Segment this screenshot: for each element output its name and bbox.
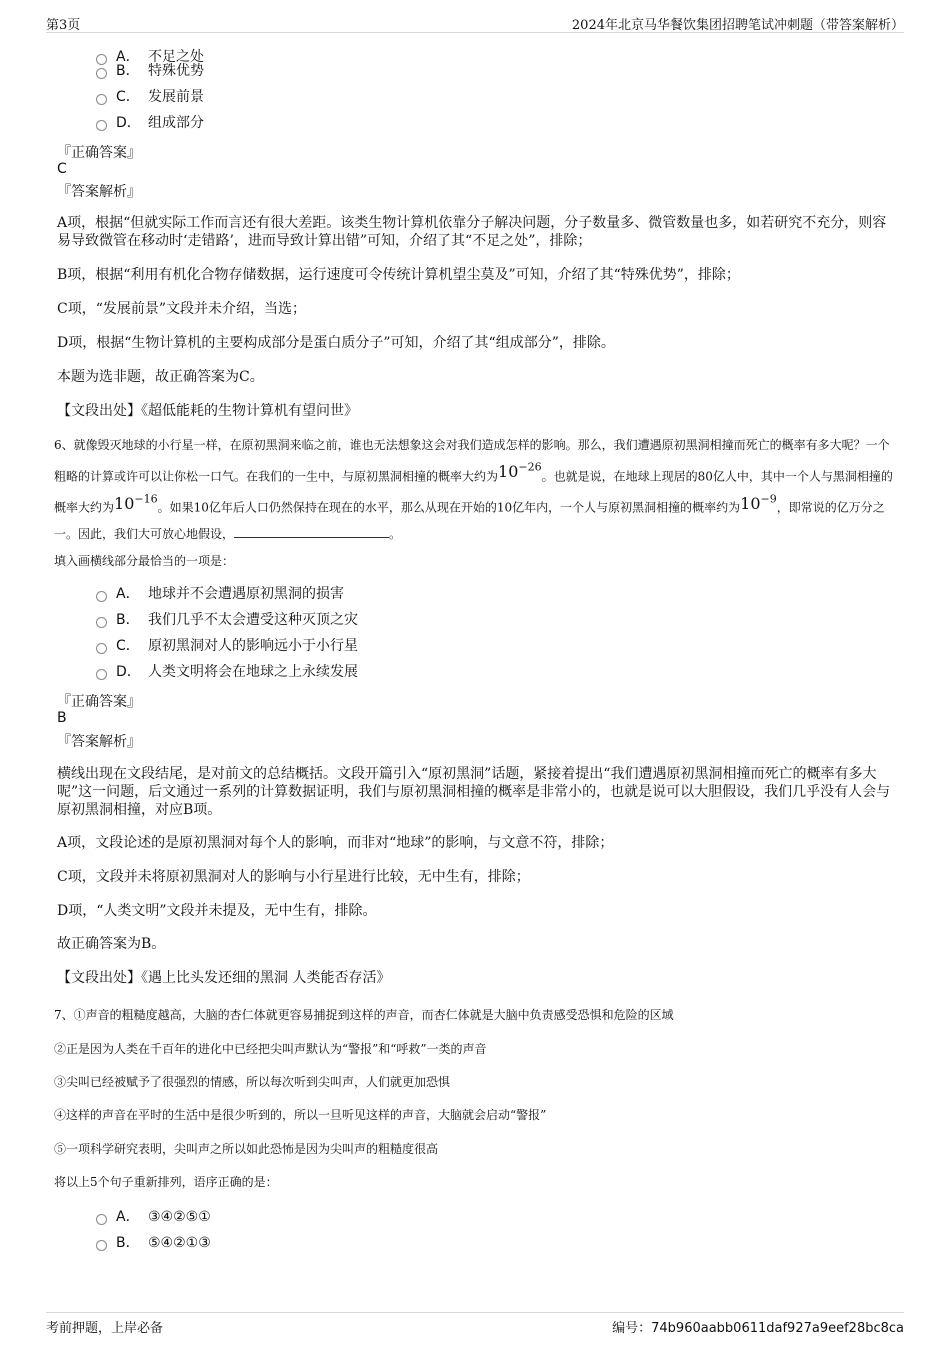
q6-analysis-a: A项，文段论述的是原初黑洞对每个人的影响，而非对“地球”的影响，与文意不符，排除； xyxy=(57,835,614,851)
q5-conclusion: 本题为选非题，故正确答案为C。 xyxy=(57,369,264,385)
q6-option-a[interactable]: A． 地球并不会遭遇原初黑洞的损害 xyxy=(96,584,344,604)
q6-prompt: 填入画横线部分最恰当的一项是： xyxy=(54,554,235,568)
q6-option-d[interactable]: D． 人类文明将会在地球之上永续发展 xyxy=(96,662,358,682)
q6-analysis-label: 『答案解析』 xyxy=(57,734,141,750)
q6-stem: 6、就像毁灭地球的小行星一样，在原初黑洞来临之前，谁也无法想象这会对我们造成怎样的影响。那么，我们遭遇原初黑洞相撞而死亡的概率有多大呢？一个粗略的计算或许可以让你松一口气。在我们的一生中，与原初黑洞相撞的概率大约为$10^{-26}$。也就是说，在地球上现居的80亿人中，其中一个人与黑洞相撞的概率大约为$10^{-16}$。如果10亿年后人口仍然保持在现在的水平，那么从现在开始的10亿年内，一个人与原初黑洞相撞的概率约为$10^{-9}$，即常说的亿万分之一。因此，我们大可放心地假设， 。 xyxy=(54,438,893,541)
math-power: $10^{-9}$ xyxy=(740,492,777,513)
q5-option-a[interactable]: A． 不足之处 xyxy=(96,47,204,67)
radio-icon[interactable] xyxy=(96,669,107,680)
q6-conclusion: 故正确答案为B。 xyxy=(57,936,166,952)
radio-icon[interactable] xyxy=(96,617,107,628)
q6-answer: B xyxy=(57,710,67,726)
q5-option-d[interactable]: D． 组成部分 xyxy=(96,113,204,133)
q6-source: 【文段出处】《遇上比头发还细的黑洞 人类能否存活》 xyxy=(57,970,391,986)
q5-option-c[interactable]: C． 发展前景 xyxy=(96,87,204,107)
q5-analysis-c: C项，“发展前景”文段并未介绍，当选； xyxy=(57,301,307,317)
q6-option-b[interactable]: B． 我们几乎不太会遭受这种灭顶之灾 xyxy=(96,610,358,630)
page-header xyxy=(46,14,904,33)
q7-sentence-3: ③尖叫已经被赋予了很强烈的情感，所以每次听到尖叫声，人们就更加恐惧 xyxy=(54,1075,451,1089)
q7-sentence-5: ⑤一项科学研究表明，尖叫声之所以如此恐怖是因为尖叫声的粗糙度很高 xyxy=(54,1142,439,1156)
q6-answer-label: 『正确答案』 xyxy=(57,694,141,710)
q7-sentence-1: 7、①声音的粗糙度越高，大脑的杏仁体就更容易捕捉到这样的声音，而杏仁体就是大脑中负责感受恐惧和危险的区域 xyxy=(54,1008,674,1022)
q7-prompt: 将以上5个句子重新排列，语序正确的是： xyxy=(54,1175,278,1189)
q5-source: 【文段出处】《超低能耗的生物计算机有望问世》 xyxy=(57,403,358,419)
q5-analysis-a: A项，根据“但就实际工作而言还有很大差距。该类生物计算机依靠分子解决问题，分子数量多、微管数量也多，如若研究不充分，则容易导致微管在移动时‘走错路’，进而导致计算出错”可知，介绍了其“不足之处”，排除； xyxy=(57,215,887,249)
q5-analysis-b: B项，根据“利用有机化合物存储数据，运行速度可令传统计算机望尘莫及”可知，介绍了其“特殊优势”，排除； xyxy=(57,267,740,283)
q5-analysis-label: 『答案解析』 xyxy=(57,184,141,200)
q5-answer: C xyxy=(57,161,67,177)
q5-option-b[interactable]: B． 特殊优势 xyxy=(96,61,204,81)
q7-sentence-2: ②正是因为人类在千百年的进化中已经把尖叫声默认为“警报”和“呼救”一类的声音 xyxy=(54,1042,487,1056)
page-footer xyxy=(46,1312,904,1337)
page-number: 第3页 xyxy=(46,18,81,33)
radio-icon[interactable] xyxy=(96,94,107,105)
footer-slogan: 考前押题，上岸必备 xyxy=(46,1321,164,1336)
radio-icon[interactable] xyxy=(96,1214,107,1225)
math-power: $10^{-26}$ xyxy=(498,461,542,482)
q6-analysis-c: C项，文段并未将原初黑洞对人的影响与小行星进行比较，无中生有，排除； xyxy=(57,869,530,885)
q6-analysis-main: 横线出现在文段结尾，是对前文的总结概括。文段开篇引入“原初黑洞”话题，紧接着提出“我们遭遇原初黑洞相撞而死亡的概率有多大呢”这一问题，后文通过一系列的计算数据证明，我们与原初黑洞相撞的概率是非常小的，也就是说可以大胆假设，我们几乎没有人会与原初黑洞相撞，对应B项。 xyxy=(57,766,891,818)
document-title: 2024年北京马华餐饮集团招聘笔试冲刺题（带答案解析） xyxy=(571,18,904,33)
math-power: $10^{-16}$ xyxy=(114,492,158,513)
radio-icon[interactable] xyxy=(96,120,107,131)
q6-option-c[interactable]: C． 原初黑洞对人的影响远小于小行星 xyxy=(96,636,358,656)
q6-analysis-d: D项，“人类文明”文段并未提及，无中生有，排除。 xyxy=(57,903,377,919)
q7-sentence-4: ④这样的声音在平时的生活中是很少听到的，所以一旦听见这样的声音，大脑就会启动“警报” xyxy=(54,1108,547,1122)
q5-answer-label: 『正确答案』 xyxy=(57,145,141,161)
radio-icon[interactable] xyxy=(96,68,107,79)
q5-analysis-d: D项，根据“生物计算机的主要构成部分是蛋白质分子”可知，介绍了其“组成部分”，排除。 xyxy=(57,335,615,351)
radio-icon[interactable] xyxy=(96,591,107,602)
radio-icon[interactable] xyxy=(96,643,107,654)
q7-option-b[interactable]: B． ⑤④②①③ xyxy=(96,1233,211,1253)
q7-option-a[interactable]: A． ③④②⑤① xyxy=(96,1207,211,1227)
fill-blank xyxy=(234,523,389,538)
document-code: 编号：74b960aabb0611daf927a9eef28bc8ca xyxy=(612,1321,904,1336)
radio-icon[interactable] xyxy=(96,1240,107,1251)
